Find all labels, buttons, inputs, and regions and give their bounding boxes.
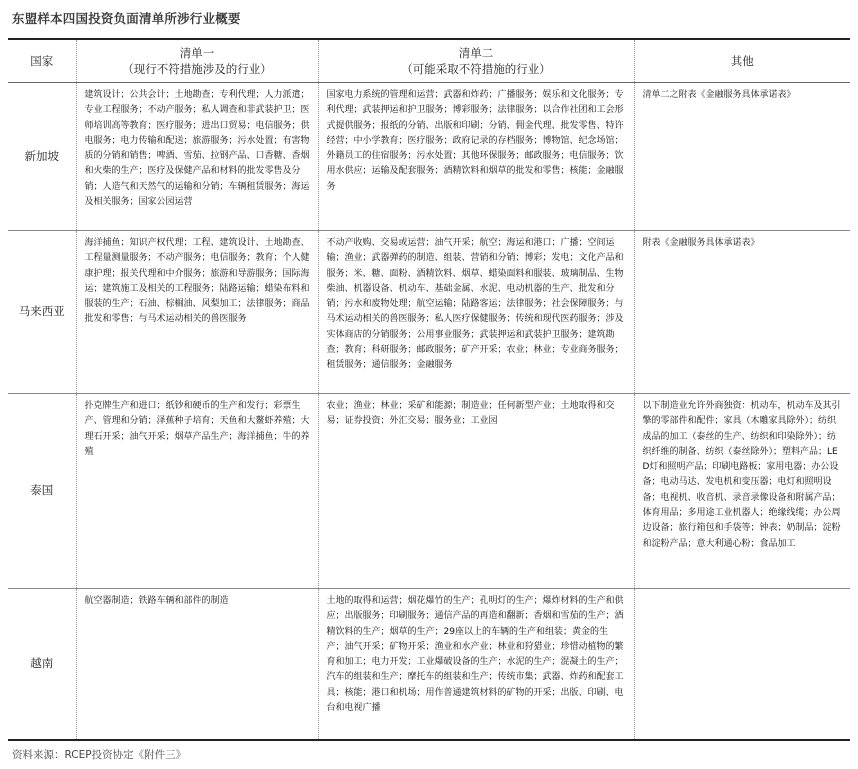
other-cell: [634, 589, 850, 739]
country-cell: 泰国: [8, 394, 76, 589]
header-other: 其他: [634, 40, 850, 83]
country-cell: 越南: [30, 656, 54, 671]
header-list2-subtitle: （可能采取不符措施的行业）: [401, 62, 551, 76]
page-title: 东盟样本四国投资负面清单所涉行业概要: [12, 11, 241, 26]
header-list2: [318, 40, 634, 83]
header-country: 国家: [8, 40, 76, 83]
other-cell: 以下制造业允许外商独资：机动车，机动车及其引擎的零部件和配件；家具（木雕家具除外）；纺织成品的加工（泰丝的生产、纺织和印染除外）；纺织纤维的制备、纺织（泰丝除外）；塑料产品；LED灯和照明产品；印刷电路板；家用电器；办公设备；电动马达、发电机和变压器；电灯和照明设备；电视机、收音机、录音录像设备和附属产品；体育用品；多用途工业机器人；绝缘线缆；办公周边设备；旅行箱包和手袋等；钟表；奶制品；淀粉和淀粉产品；意大利通心粉；食品加工: [634, 394, 850, 589]
header-list2-title: 清单二: [458, 46, 494, 60]
other-cell: 附表《金融服务具体承诺表》: [634, 231, 850, 394]
negative-list-table: [8, 40, 850, 739]
list2-cell: 土地的取得和运营；烟花爆竹的生产；孔明灯的生产；爆炸材料的生产和供应；出版服务；印刷服务；通信产品的再造和翻新；香烟和雪茄的生产；酒精饮料的生产；烟草的生产；29座以上的车辆的生产和组装；黄金的生产；油气开采；矿物开采；渔业和水产业；林业和狩猎业；珍惜动植物的繁育和加工；电力开发；工业爆破设备的生产；水泥的生产；混凝土的生产；汽车的组装和生产；摩托车的组装和生产；传统市集；武器、炸药和配套工具；核能；港口和机场；用作普通建筑材料的矿物的开采；出版、印刷、电台和电视广播: [318, 589, 634, 739]
country-cell: 新加坡: [8, 83, 76, 231]
list1-cell: 海洋捕鱼；知识产权代理；工程、建筑设计、土地勘查、工程量测量服务；不动产服务；电信服务；教育；个人健康护理；报关代理和中介服务；旅游和导游服务；国际海运；建筑施工及相关的工程服务；陆路运输；蜡染布料和服装的生产；石油、棕榈油、风梨加工；法律服务；商品批发和零售；与马术运动相关的兽医服务: [76, 231, 318, 394]
table-row-vietnam: [8, 589, 850, 739]
header-list1-title: 清单一: [179, 46, 215, 60]
list1-cell: 航空器制造；铁路车辆和部件的制造: [76, 589, 318, 739]
header-list1-subtitle: （现行不符措施涉及的行业）: [122, 62, 272, 76]
table-row-thailand: [8, 394, 850, 589]
table-header-row: [8, 40, 850, 83]
list1-cell: 扑克牌生产和进口；纸钞和硬币的生产和发行；彩票生产、管理和分销；泽蕉种子培育；天鱼和大鳌虾养殖；大理石开采；油气开采；烟草产品生产；海洋捕鱼；牛的养殖: [76, 394, 318, 589]
list2-cell: 国家电力系统的管理和运营；武器和炸药；广播服务；娱乐和文化服务；专利代理；武装押运和护卫服务；博彩服务；法律服务；以合作社团和工会形式提供服务；报纸的分销、出版和印刷；分销、佣金代理、批发零售、特许经营；中小学教育；医疗服务；政府记录的存档服务；博物馆、纪念场馆；外籍员工的住宿服务；污水处置；其他环保服务；邮政服务；电信服务；饮用水供应；运输及配套服务；酒精饮料和烟草的批发和零售；核能；金融服务: [318, 83, 634, 231]
table-row-malaysia: [8, 231, 850, 394]
source-note: 资料来源：RCEP投资协定《附件三》: [12, 749, 187, 761]
table-row-singapore: [8, 83, 850, 231]
header-list1: [76, 40, 318, 83]
bottom-rule: [8, 739, 850, 741]
list2-cell: 农业；渔业；林业；采矿和能源；制造业；任何新型产业；土地取得和交易；证券投资；外汇交易；服务业；工业园: [318, 394, 634, 589]
country-cell: 马来西亚: [8, 231, 76, 394]
other-cell: 清单二之附表《金融服务具体承诺表》: [634, 83, 850, 231]
list1-cell: 建筑设计；公共会计；土地勘查；专利代理；人力派遣；专业工程服务；不动产服务；私人调查和非武装护卫；医师培训高等教育；医疗服务；进出口贸易；电信服务；供电服务；电力传输和配送；旅游服务；污水处置；有害物质的分销和销售；啤酒、雪茄、拉钢产品、口香糖、香烟和火柴的生产；医疗及保健产品和材料的批发零售及分销；人造气和天然气的运输和分销；车辆租赁服务；海运及相关服务；国家公园运营: [76, 83, 318, 231]
list2-cell: 不动产收购、交易或运营；油气开采；航空；海运和港口；广播；空间运输；渔业；武器弹药的制造、组装、营销和分销；博彩；发电；文化产品和服务；米、糖、面粉、酒精饮料、烟草、蜡染面料和服装、玻璃制品、生物柴油、机器设备、机动车、基础金属、水泥、电动机器的生产、批发和分销；污水和废物处理；航空运输；陆路客运；法律服务；社会保障服务；与马术运动相关的兽医服务；私人医疗保健服务；传统和现代医药服务；涉及实体商店的分销服务；公用事业服务；武装押运和武装护卫服务；建筑勘查；教育；科研服务；邮政服务；矿产开采；农业；林业；专业商务服务；租赁服务；通信服务；金融服务: [318, 231, 634, 394]
